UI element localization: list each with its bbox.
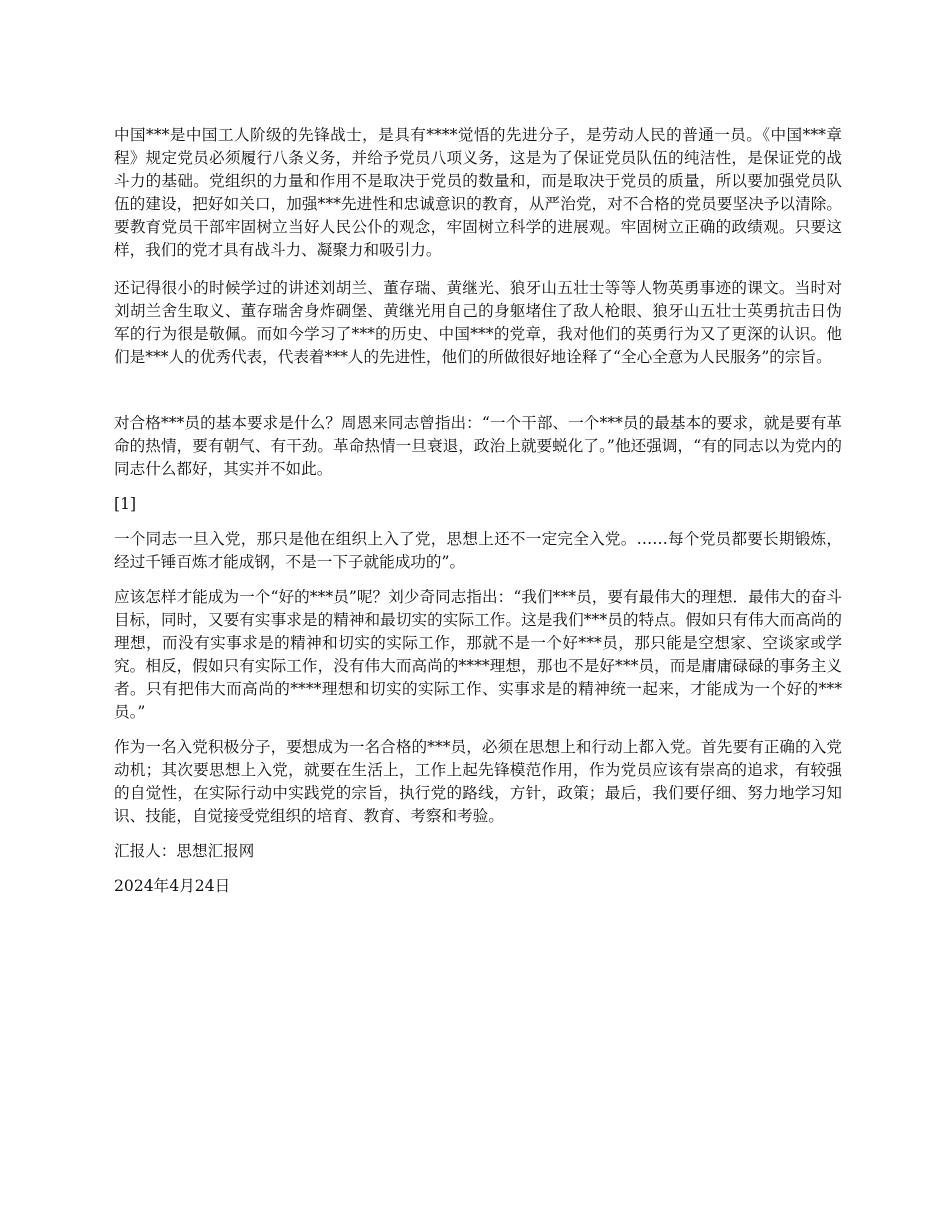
reporter-signature: 汇报人：思想汇报网 [114,842,255,860]
document-body [114,124,842,898]
paragraph-heroes-memory: 还记得很小的时候学过的讲述刘胡兰、董存瑞、黄继光、狼牙山五壮士等等人物英勇事迹的课文。当时对刘胡兰舍生取义、董存瑞舍身炸碉堡、黄继光用自己的身躯堵住了敌人枪眼、狼牙山五壮士英勇抗击日伪军的行为很是敬佩。而如今学习了***的历史、中国***的党章，我对他们的英勇行为又了更深的认识。他们是***人的优秀代表，代表着***人的先进性，他们的所做很好地诠释了“全心全意为人民服务”的宗旨。 [114,279,842,366]
paragraph-activist-commitment: 作为一名入党积极分子，要想成为一名合格的***员，必须在思想上和行动上都入党。首先要有正确的入党动机；其次要思想上入党，就要在生活上，工作上起先锋模范作用，作为党员应该有崇高的追求，有较强的自觉性，在实际行动中实践党的宗旨，执行党的路线，方针，政策；最后，我们要仔细、努力地学习知识、技能，自觉接受党组织的培育、教育、考察和考验。 [114,738,842,825]
report-date: 2024年4月24日 [114,877,231,895]
paragraph-quote-continued: 一个同志一旦入党，那只是他在组织上入了党，思想上还不一定完全入党。……每个党员都要长期锻炼，经过千锤百炼才能成钢，不是一下子就能成功的”。 [114,530,842,571]
paragraph-zhou-enlai-quote: 对合格***员的基本要求是什么？周恩来同志曾指出：“一个干部、一个***员的最基本的要求，就是要有革命的热情，要有朝气、有干劲。革命热情一旦衰退，政治上就要蜕化了。”他还强调，“有的同志以为党内的同志什么都好，其实并不如此。 [114,414,842,478]
footnote-marker: [1] [114,495,137,513]
paragraph-party-member-duties: 中国***是中国工人阶级的先锋战士，是具有****觉悟的先进分子，是劳动人民的普通一员。《中国***章程》规定党员必须履行八条义务，并给予党员八项义务，这是为了保证党员队伍的纯洁性，是保证党的战斗力的基础。党组织的力量和作用不是取决于党员的数量和，而是取决于党员的质量，所以要加强党员队伍的建设，把好如关口，加强***先进性和忠诚意识的教育，从严治党，对不合格的党员要坚决予以清除。要教育党员干部牢固树立当好人民公仆的观念，牢固树立科学的进展观。牢固树立正确的政绩观。只要这样，我们的党才具有战斗力、凝聚力和吸引力。 [114,126,842,259]
paragraph-liu-shaoqi-quote: 应该怎样才能成为一个“好的***员”呢？刘少奇同志指出：“我们***员，要有最伟大的理想．最伟大的奋斗目标，同时，又要有实事求是的精神和最切实的实际工作。这是我们***员的特点。假如只有伟大而高尚的理想，而没有实事求是的精神和切实的实际工作，那就不是一个好***员，那只能是空想家、空谈家或学究。相反，假如只有实际工作，没有伟大而高尚的****理想，那也不是好***员，而是庸庸碌碌的事务主义者。只有把伟大而高尚的****理想和切实的实际工作、实事求是的精神统一起来，才能成为一个好的***员。” [114,588,842,721]
